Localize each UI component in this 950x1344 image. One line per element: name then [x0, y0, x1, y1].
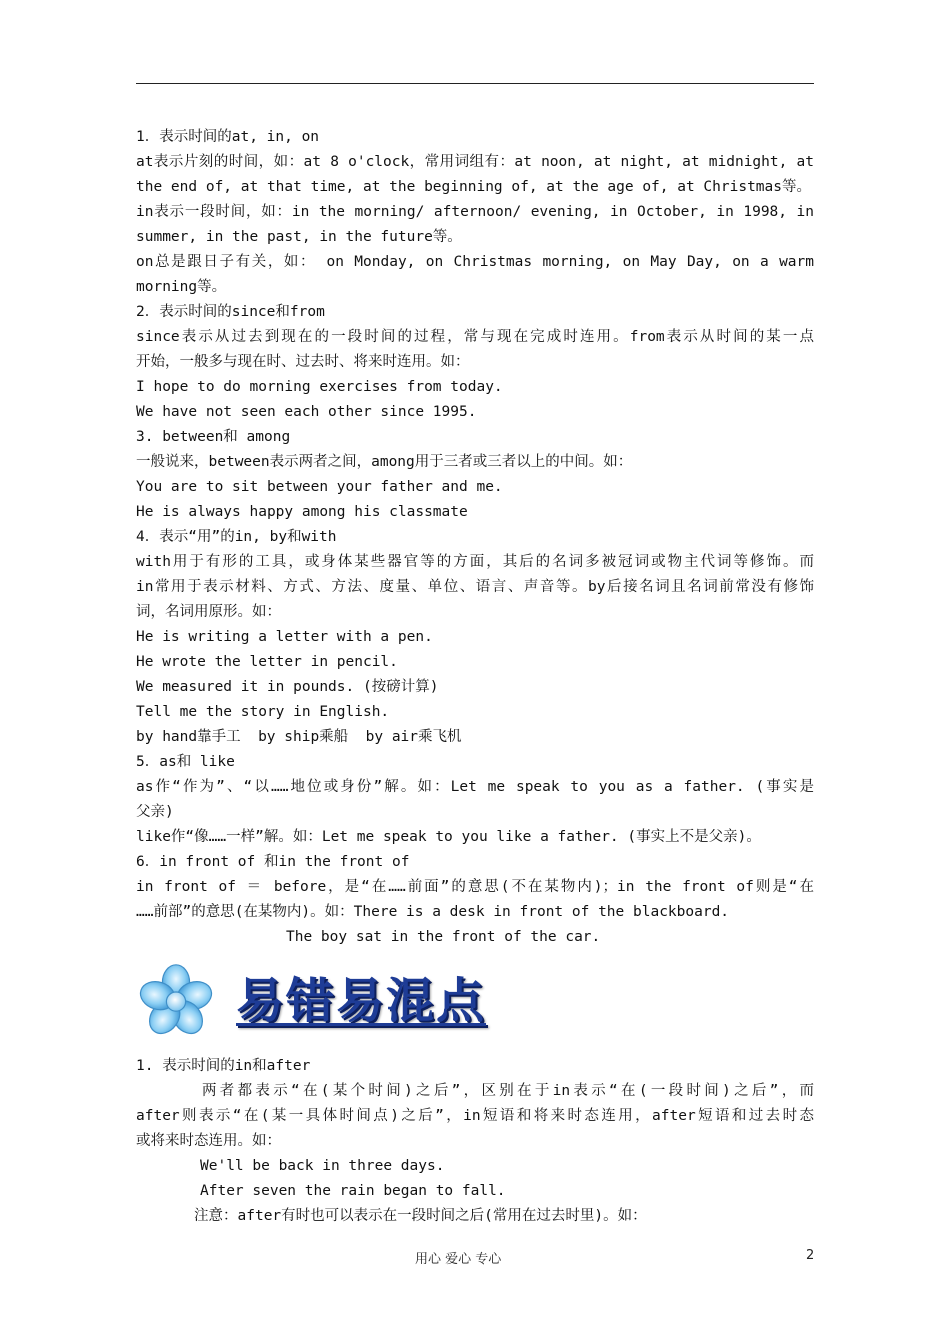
- body-line: with用于有形的工具，或身体某些器官等的方面，其后的名词多被冠词或物主代词等修饰。而: [136, 554, 814, 570]
- body-line: the end of, at that time, at the beginning of, at the age of, at Christmas等。: [136, 179, 812, 195]
- page-number: 2: [806, 1248, 815, 1263]
- body-line: like作“像……一样”解。如：Let me speak to you like a father. (事实上不是父亲)。: [136, 829, 761, 845]
- section-heading: 1. 表示时间的in和after: [136, 1058, 311, 1074]
- section-heading: 4．表示“用”的in, by和with: [136, 529, 337, 545]
- example-sentence: We'll be back in three days.: [200, 1158, 445, 1174]
- section-banner: [136, 954, 814, 1054]
- section-heading: 2．表示时间的since和from: [136, 304, 325, 320]
- example-sentence: He is always happy among his classmate: [136, 504, 468, 520]
- body-line: 两者都表示“在(某个时间)之后”，区别在于in表示“在(一段时间)之后”，而: [202, 1083, 814, 1099]
- section-heading: 1．表示时间的at, in, on: [136, 129, 320, 145]
- example-sentence: You are to sit between your father and me.: [136, 479, 503, 495]
- example-sentence: Tell me the story in English.: [136, 704, 390, 720]
- body-line: as作“作为”、“以……地位或身份”解。如：Let me speak to you as a father. (事实是: [136, 779, 814, 795]
- header-rule: [136, 83, 814, 84]
- body-line: 一般说来，between表示两者之间，among用于三者或三者以上的中间。如：: [136, 454, 633, 470]
- example-sentence: We have not seen each other since 1995.: [136, 404, 477, 420]
- footer-text: 用心 爱心 专心: [415, 1252, 502, 1267]
- example-sentence: by hand靠手工 by ship乘船 by air乘飞机: [136, 729, 462, 745]
- note-line: 注意：after有时也可以表示在一段时间之后(常用在过去时里)。如：: [194, 1208, 647, 1224]
- body-line: 或将来时态连用。如：: [136, 1133, 281, 1149]
- section-heading: 6．in front of 和in the front of: [136, 854, 410, 870]
- body-line: in常用于表示材料、方式、方法、度量、单位、语言、声音等。by后接名词且名词前常没有修饰: [136, 579, 814, 595]
- body-line: 父亲): [136, 804, 174, 820]
- body-line: in front of ＝ before，是“在……前面”的意思(不在某物内)；in the front of则是“在: [136, 879, 814, 895]
- body-line: morning等。: [136, 279, 227, 295]
- example-sentence: The boy sat in the front of the car.: [286, 929, 601, 945]
- body-line: after则表示“在(某一具体时间点)之后”，in短语和将来时态连用，after短语和过去时态: [136, 1108, 814, 1124]
- example-sentence: He is writing a letter with a pen.: [136, 629, 433, 645]
- flower-icon: [136, 960, 216, 1040]
- body-line: at表示片刻的时间，如：at 8 o'clock，常用词组有：at noon, at night, at midnight, at: [136, 154, 814, 170]
- section-heading: 5．as和 like: [136, 754, 235, 770]
- body-line: in表示一段时间，如：in the morning/ afternoon/ evening, in October, in 1998, in: [136, 204, 814, 220]
- body-line: on总是跟日子有关，如： on Monday, on Christmas morning, on May Day, on a warm: [136, 254, 814, 270]
- body-line: 词，名词用原形。如：: [136, 604, 281, 620]
- body-line: summer, in the past, in the future等。: [136, 229, 462, 245]
- body-line: ……前部”的意思(在某物内)。如：There is a desk in front of the blackboard.: [136, 904, 730, 920]
- body-line: since表示从过去到现在的一段时间的过程，常与现在完成时连用。from表示从时间的某一点: [136, 329, 814, 345]
- example-sentence: We measured it in pounds. (按磅计算): [136, 679, 439, 695]
- example-sentence: He wrote the letter in pencil.: [136, 654, 398, 670]
- banner-title: 易错易混点: [236, 973, 487, 1029]
- body-line: 开始，一般多与现在时、过去时、将来时连用。如：: [136, 354, 470, 370]
- example-sentence: I hope to do morning exercises from today.: [136, 379, 503, 395]
- section-heading: 3. between和 among: [136, 429, 291, 445]
- document-body: [136, 125, 814, 1229]
- example-sentence: After seven the rain began to fall.: [200, 1183, 506, 1199]
